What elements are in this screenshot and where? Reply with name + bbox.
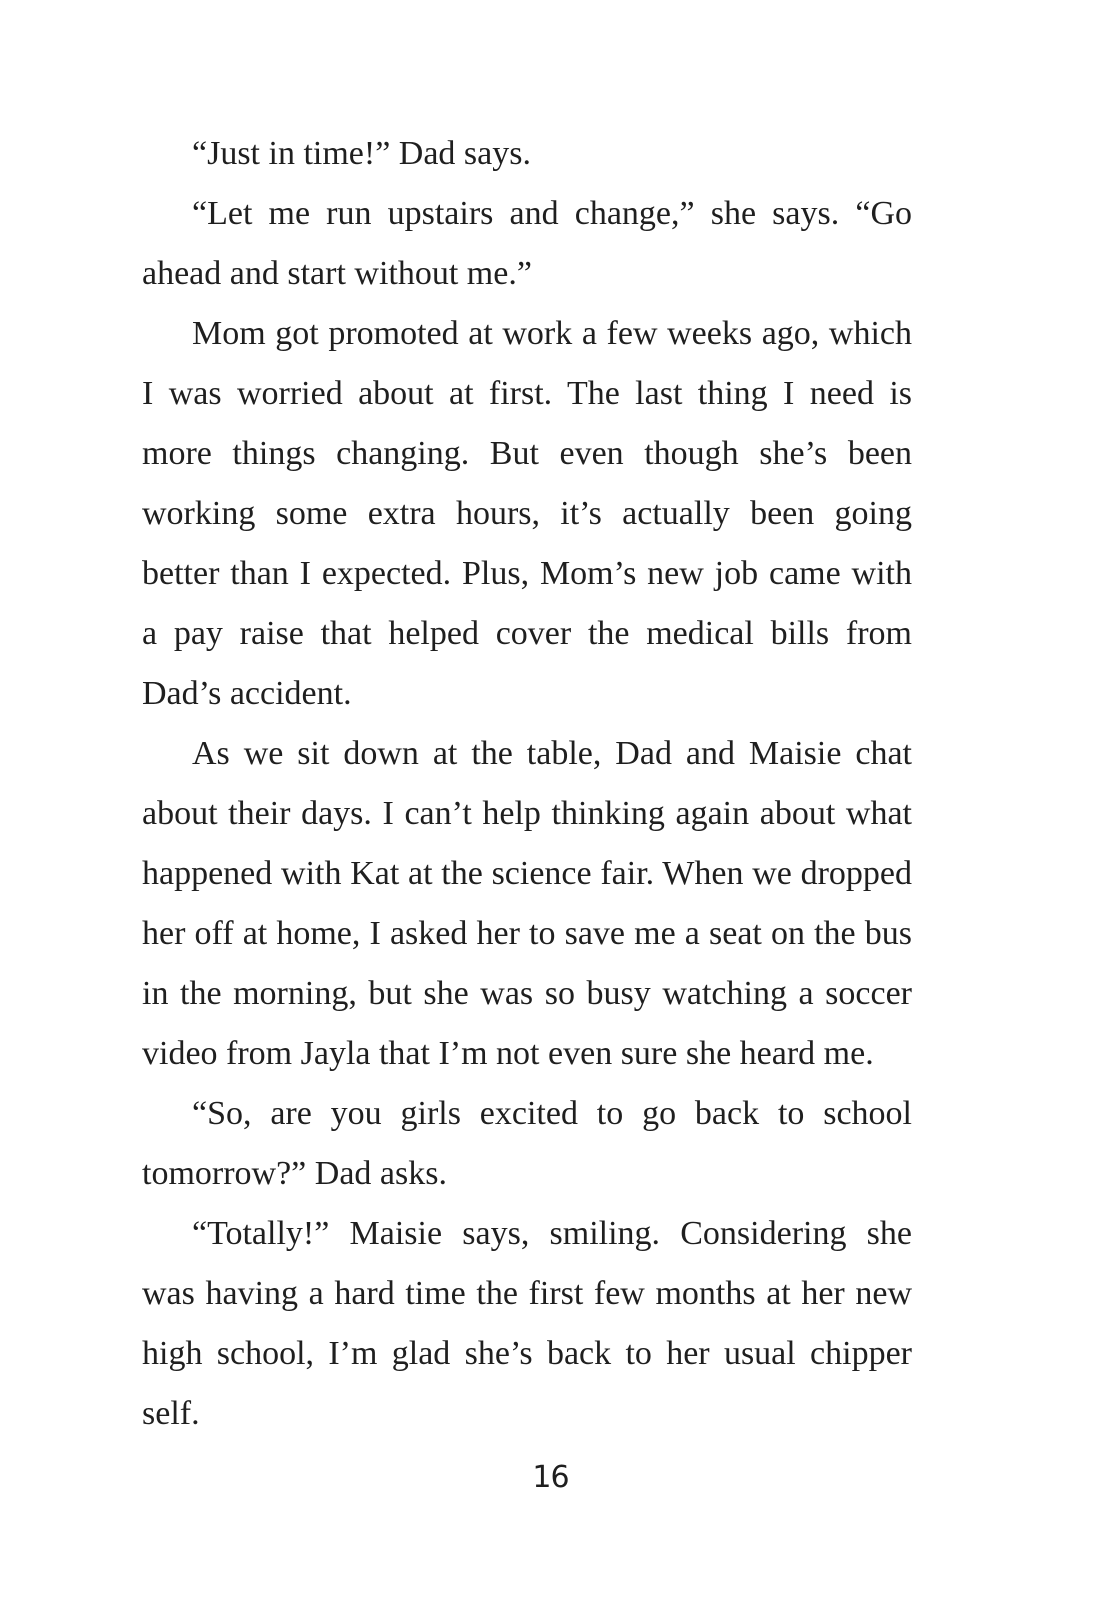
paragraph: “Totally!” Maisie says, smiling. Considering she was having a hard time the first few months at her new high school, I’m glad she’s back to her usual chipper self. bbox=[142, 1215, 912, 1432]
paragraph: As we sit down at the table, Dad and Maisie chat about their days. I can’t help thinking again about what happened with Kat at the science fair. When we dropped her off at home, I asked her to save me a seat on the bus in the morning, but she was so busy watching a soccer video from Jayla that I’m not even sure she heard me. bbox=[142, 735, 912, 1072]
body-text bbox=[142, 124, 912, 1444]
paragraph: “Let me run upstairs and change,” she says. “Go ahead and start without me.” bbox=[142, 195, 912, 292]
paragraph: Mom got promoted at work a few weeks ago, which I was worried about at first. The last thing I need is more things changing. But even though she’s been working some extra hours, it’s actually been going better than I expected. Plus, Mom’s new job came with a pay raise that helped cover the medical bills from Dad’s accident. bbox=[142, 315, 912, 712]
paragraph: “Just in time!” Dad says. bbox=[192, 135, 531, 172]
page-number: 16 bbox=[532, 1460, 569, 1495]
paragraph: “So, are you girls excited to go back to school tomorrow?” Dad asks. bbox=[142, 1095, 912, 1192]
